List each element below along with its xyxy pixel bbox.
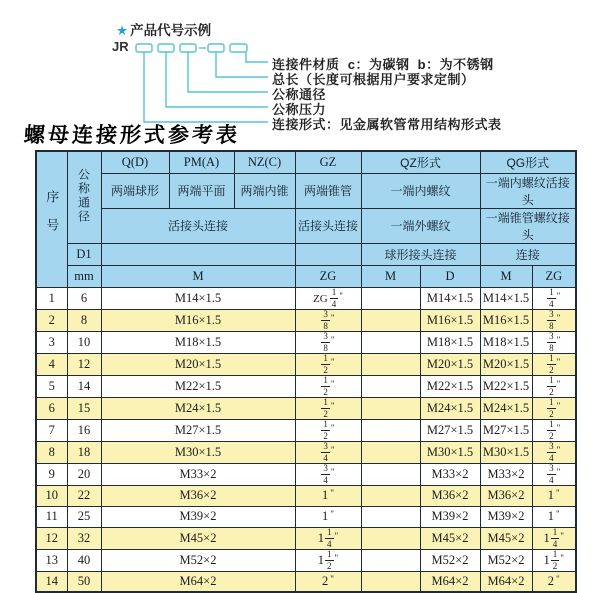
header-col-gz: GZ bbox=[295, 151, 361, 173]
cell-qg-zg: $\frac{1}{2}$ " bbox=[532, 353, 576, 375]
cell-qg-zg: 2 " bbox=[532, 571, 576, 592]
cell-qg-zg: $\frac{3}{8}$ " bbox=[532, 309, 576, 331]
cell-qz-m bbox=[361, 419, 420, 441]
cell-gz-zg: 1 " bbox=[295, 506, 361, 527]
header-conn-qg: 一端锥管螺纹接头 bbox=[480, 208, 576, 243]
cell-qg-zg: $\frac{3}{4}$ " bbox=[532, 463, 576, 485]
cell-m: M45×2 bbox=[101, 527, 295, 549]
header-end-qg: 一端内螺纹活接头 bbox=[480, 173, 576, 208]
cell-dn: 40 bbox=[67, 549, 101, 571]
cell-seq: 13 bbox=[36, 549, 67, 571]
cell-qg-m: M22×1.5 bbox=[480, 375, 532, 397]
cell-gz-zg: ZG $\frac{1}{4}$ " bbox=[295, 287, 361, 309]
cell-qz-d: M20×1.5 bbox=[420, 353, 480, 375]
table-body bbox=[36, 287, 576, 592]
star-icon: ★ bbox=[116, 23, 129, 38]
leader-line-diameter bbox=[188, 52, 268, 92]
header-col-qz: QZ形式 bbox=[361, 151, 480, 173]
cell-m: M24×1.5 bbox=[101, 397, 295, 419]
header-end-gz: 两端锥管 bbox=[295, 173, 361, 208]
code-box-1 bbox=[136, 44, 152, 52]
cell-seq: 4 bbox=[36, 353, 67, 375]
cell-qz-m bbox=[361, 331, 420, 353]
nut-connection-table bbox=[35, 150, 577, 593]
cell-gz-zg: 1 " bbox=[295, 485, 361, 506]
header-col-qd: Q(D) bbox=[101, 151, 169, 173]
cell-seq: 6 bbox=[36, 397, 67, 419]
cell-seq: 12 bbox=[36, 527, 67, 549]
cell-m: M36×2 bbox=[101, 485, 295, 506]
leader-line-pressure bbox=[166, 52, 268, 107]
cell-dn: 32 bbox=[67, 527, 101, 549]
header-row-endtypes bbox=[36, 173, 576, 208]
cell-qg-zg: 1 " bbox=[532, 485, 576, 506]
cell-qg-m: M33×2 bbox=[480, 463, 532, 485]
cell-qz-m bbox=[361, 571, 420, 592]
header-row-connection bbox=[36, 208, 576, 243]
product-code-example-label: 产品代号示例 bbox=[130, 23, 212, 38]
cell-qz-m bbox=[361, 287, 420, 309]
cell-dn: 50 bbox=[67, 571, 101, 592]
header-d1-qg: 连接 bbox=[480, 243, 576, 265]
cell-seq: 14 bbox=[36, 571, 67, 592]
cell-dn: 15 bbox=[67, 397, 101, 419]
table-row bbox=[36, 287, 576, 309]
cell-qz-d: M22×1.5 bbox=[420, 375, 480, 397]
header-col-pma: PM(A) bbox=[169, 151, 234, 173]
header-row-codes bbox=[36, 151, 576, 173]
cell-qz-m bbox=[361, 506, 420, 527]
label-connector-material: 连接件材质 c：为碳钢 b：为不锈钢 bbox=[272, 57, 494, 72]
cell-qg-zg: 1 $\frac{1}{4}$ " bbox=[532, 527, 576, 549]
cell-seq: 7 bbox=[36, 419, 67, 441]
header-col-nzc: NZ(C) bbox=[234, 151, 295, 173]
label-nominal-pressure: 公称压力 bbox=[272, 102, 327, 117]
header-row-units bbox=[36, 265, 576, 287]
cell-dn: 14 bbox=[67, 375, 101, 397]
code-prefix: JR bbox=[112, 39, 129, 54]
table-row bbox=[36, 419, 576, 441]
leader-line-material bbox=[246, 52, 268, 62]
table-row bbox=[36, 527, 576, 549]
table-row bbox=[36, 353, 576, 375]
header-unit-m: M bbox=[101, 265, 295, 287]
header-end-qz: 一端内螺纹 bbox=[361, 173, 480, 208]
cell-m: M27×1.5 bbox=[101, 419, 295, 441]
cell-m: M20×1.5 bbox=[101, 353, 295, 375]
header-end-qd: 两端球形 bbox=[101, 173, 169, 208]
cell-qg-m: M64×2 bbox=[480, 571, 532, 592]
header-dn: 公称通径 bbox=[67, 151, 101, 243]
cell-qg-m: M30×1.5 bbox=[480, 441, 532, 463]
label-connection-form: 连接形式：见金属软管常用结构形式表 bbox=[272, 117, 502, 132]
table-header bbox=[36, 151, 576, 287]
table-title: 螺母连接形式参考表 bbox=[23, 123, 241, 147]
cell-qz-d: M39×2 bbox=[420, 506, 480, 527]
cell-qg-zg: $\frac{1}{2}$ " bbox=[532, 419, 576, 441]
header-seq: 序号 bbox=[36, 151, 67, 287]
cell-dn: 12 bbox=[67, 353, 101, 375]
header-unit-qz-d: D bbox=[420, 265, 480, 287]
cell-dn: 16 bbox=[67, 419, 101, 441]
table-row bbox=[36, 397, 576, 419]
cell-qz-d: M14×1.5 bbox=[420, 287, 480, 309]
cell-gz-zg: 2 " bbox=[295, 571, 361, 592]
cell-seq: 8 bbox=[36, 441, 67, 463]
cell-qz-d: M45×2 bbox=[420, 527, 480, 549]
cell-m: M18×1.5 bbox=[101, 331, 295, 353]
cell-seq: 1 bbox=[36, 287, 67, 309]
cell-qz-d: M24×1.5 bbox=[420, 397, 480, 419]
cell-gz-zg: 1 $\frac{1}{2}$ " bbox=[295, 549, 361, 571]
cell-qg-m: M20×1.5 bbox=[480, 353, 532, 375]
cell-qg-m: M16×1.5 bbox=[480, 309, 532, 331]
cell-qz-m bbox=[361, 485, 420, 506]
code-box-5 bbox=[230, 44, 247, 52]
product-code-example-title bbox=[116, 19, 211, 39]
code-box-4 bbox=[208, 44, 224, 52]
cell-dn: 8 bbox=[67, 309, 101, 331]
header-unit-zg: ZG bbox=[295, 265, 361, 287]
cell-qz-m bbox=[361, 353, 420, 375]
cell-gz-zg: 1 $\frac{1}{4}$ " bbox=[295, 527, 361, 549]
table-row bbox=[36, 441, 576, 463]
header-unit-qg-m: M bbox=[480, 265, 532, 287]
cell-qz-m bbox=[361, 397, 420, 419]
table-row bbox=[36, 485, 576, 506]
cell-dn: 18 bbox=[67, 441, 101, 463]
cell-gz-zg: $\frac{3}{8}$ " bbox=[295, 331, 361, 353]
cell-qg-zg: $\frac{1}{4}$ " bbox=[532, 287, 576, 309]
leader-line-length bbox=[216, 52, 268, 77]
cell-dn: 25 bbox=[67, 506, 101, 527]
cell-qz-m bbox=[361, 375, 420, 397]
cell-qg-m: M52×2 bbox=[480, 549, 532, 571]
cell-dn: 22 bbox=[67, 485, 101, 506]
cell-m: M33×2 bbox=[101, 463, 295, 485]
header-d1-blank2 bbox=[295, 243, 361, 265]
cell-gz-zg: $\frac{1}{2}$ " bbox=[295, 375, 361, 397]
header-conn-gz: 活接头连接 bbox=[295, 208, 361, 243]
cell-qg-m: M18×1.5 bbox=[480, 331, 532, 353]
header-d1: D1 bbox=[67, 243, 101, 265]
table-row bbox=[36, 571, 576, 592]
cell-seq: 5 bbox=[36, 375, 67, 397]
cell-qz-d: M52×2 bbox=[420, 549, 480, 571]
cell-gz-zg: $\frac{1}{2}$ " bbox=[295, 419, 361, 441]
header-d1-blank1 bbox=[101, 243, 295, 265]
cell-qz-d: M33×2 bbox=[420, 463, 480, 485]
cell-m: M14×1.5 bbox=[101, 287, 295, 309]
label-nominal-diameter: 公称通径 bbox=[272, 87, 327, 102]
cell-qz-m bbox=[361, 441, 420, 463]
cell-dn: 10 bbox=[67, 331, 101, 353]
table-row bbox=[36, 506, 576, 527]
table-row bbox=[36, 549, 576, 571]
cell-gz-zg: $\frac{1}{2}$ " bbox=[295, 353, 361, 375]
cell-qg-zg: $\frac{1}{2}$ " bbox=[532, 397, 576, 419]
cell-qz-d: M36×2 bbox=[420, 485, 480, 506]
table-row bbox=[36, 375, 576, 397]
header-unit-qg-zg: ZG bbox=[532, 265, 576, 287]
table-row bbox=[36, 463, 576, 485]
code-box-2 bbox=[158, 44, 174, 52]
cell-qz-d: M64×2 bbox=[420, 571, 480, 592]
cell-m: M30×1.5 bbox=[101, 441, 295, 463]
cell-qg-m: M14×1.5 bbox=[480, 287, 532, 309]
cell-seq: 9 bbox=[36, 463, 67, 485]
cell-qg-zg: $\frac{3}{8}$ " bbox=[532, 331, 576, 353]
header-end-nzc: 两端内锥 bbox=[234, 173, 295, 208]
cell-m: M64×2 bbox=[101, 571, 295, 592]
cell-qz-d: M16×1.5 bbox=[420, 309, 480, 331]
cell-gz-zg: $\frac{3}{4}$ " bbox=[295, 441, 361, 463]
header-end-pma: 两端平面 bbox=[169, 173, 234, 208]
table-row bbox=[36, 331, 576, 353]
cell-qg-zg: $\frac{3}{4}$ " bbox=[532, 441, 576, 463]
cell-qz-d: M18×1.5 bbox=[420, 331, 480, 353]
cell-seq: 10 bbox=[36, 485, 67, 506]
cell-qz-d: M30×1.5 bbox=[420, 441, 480, 463]
cell-qz-m bbox=[361, 549, 420, 571]
label-total-length: 总长（长度可根据用户要求定制） bbox=[272, 72, 475, 87]
header-row-d1 bbox=[36, 243, 576, 265]
cell-qg-zg: 1 $\frac{1}{2}$ " bbox=[532, 549, 576, 571]
header-d1-qz: 球形接头连接 bbox=[361, 243, 480, 265]
table-row bbox=[36, 309, 576, 331]
cell-gz-zg: $\frac{1}{2}$ " bbox=[295, 397, 361, 419]
cell-seq: 2 bbox=[36, 309, 67, 331]
cell-m: M22×1.5 bbox=[101, 375, 295, 397]
header-col-qg: QG形式 bbox=[480, 151, 576, 173]
cell-qz-m bbox=[361, 309, 420, 331]
cell-qg-m: M27×1.5 bbox=[480, 419, 532, 441]
cell-qg-m: M24×1.5 bbox=[480, 397, 532, 419]
cell-gz-zg: $\frac{3}{8}$ " bbox=[295, 309, 361, 331]
cell-m: M52×2 bbox=[101, 549, 295, 571]
cell-gz-zg: $\frac{3}{4}$ " bbox=[295, 463, 361, 485]
header-unit-qz-m: M bbox=[361, 265, 420, 287]
cell-seq: 11 bbox=[36, 506, 67, 527]
cell-qz-d: M27×1.5 bbox=[420, 419, 480, 441]
header-mm: mm bbox=[67, 265, 101, 287]
cell-dn: 6 bbox=[67, 287, 101, 309]
cell-dn: 20 bbox=[67, 463, 101, 485]
cell-m: M39×2 bbox=[101, 506, 295, 527]
cell-qg-m: M39×2 bbox=[480, 506, 532, 527]
cell-qg-zg: 1 " bbox=[532, 506, 576, 527]
cell-m: M16×1.5 bbox=[101, 309, 295, 331]
header-conn-qz: 一端外螺纹 bbox=[361, 208, 480, 243]
header-conn-union: 活接头连接 bbox=[101, 208, 295, 243]
cell-seq: 3 bbox=[36, 331, 67, 353]
code-box-3 bbox=[180, 44, 196, 52]
cell-qg-m: M45×2 bbox=[480, 527, 532, 549]
cell-qg-m: M36×2 bbox=[480, 485, 532, 506]
cell-qz-m bbox=[361, 463, 420, 485]
cell-qz-m bbox=[361, 527, 420, 549]
cell-qg-zg: $\frac{1}{2}$ " bbox=[532, 375, 576, 397]
